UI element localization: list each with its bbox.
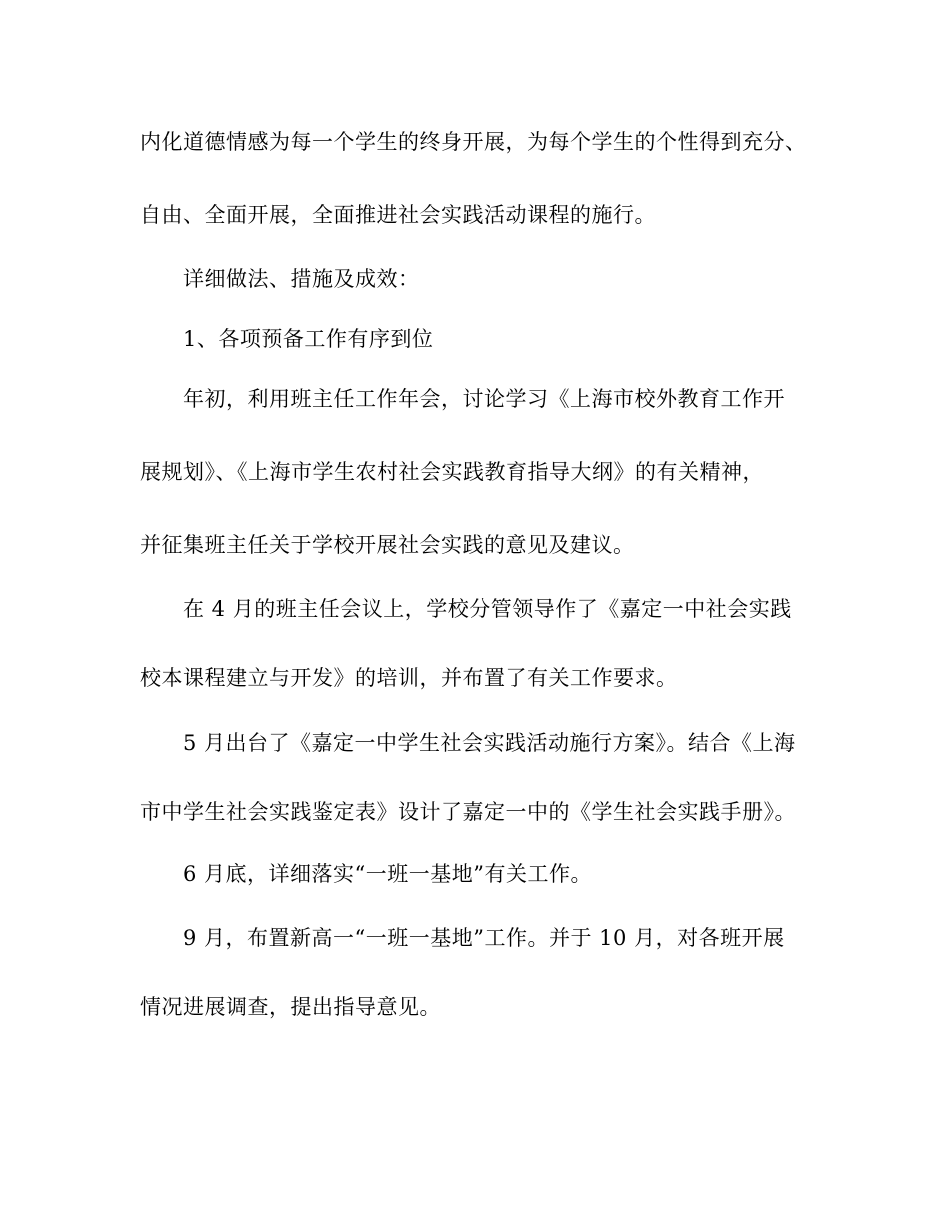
paragraph-line-14: 情况进展调查，提出指导意见。 [140, 995, 441, 1019]
subheading-preparation: 1、各项预备工作有序到位 [183, 327, 434, 351]
paragraph-line-9: 校本课程建立与开发》的培训，并布置了有关工作要求。 [140, 666, 678, 690]
paragraph-line-7: 并征集班主任关于学校开展社会实践的意见及建议。 [140, 533, 635, 557]
paragraph-line-11: 市中学生社会实践鉴定表》设计了嘉定一中的《学生社会实践手册》。 [140, 800, 796, 824]
paragraph-line-12: 6 月底，详细落实“一班一基地”有关工作。 [183, 862, 593, 886]
paragraph-line-2: 自由、全面开展，全面推进社会实践活动课程的施行。 [140, 203, 656, 227]
paragraph-line-10: 5 月出台了《嘉定一中学生社会实践活动施行方案》。结合《上海 [183, 731, 796, 755]
paragraph-line-13: 9 月，布置新高一“一班一基地”工作。并于 10 月，对各班开展 [183, 926, 785, 950]
paragraph-line-8: 在 4 月的班主任会议上，学校分管领导作了《嘉定一中社会实践 [183, 597, 792, 621]
paragraph-line-6: 展规划》、《上海市学生农村社会实践教育指导大纲》的有关精神， [140, 460, 764, 484]
section-heading-methods: 详细做法、措施及成效： [183, 267, 420, 291]
paragraph-line-5: 年初，利用班主任工作年会，讨论学习《上海市校外教育工作开 [183, 387, 785, 411]
paragraph-line-1: 内化道德情感为每一个学生的终身开展，为每个学生的个性得到充分、 [140, 130, 807, 154]
